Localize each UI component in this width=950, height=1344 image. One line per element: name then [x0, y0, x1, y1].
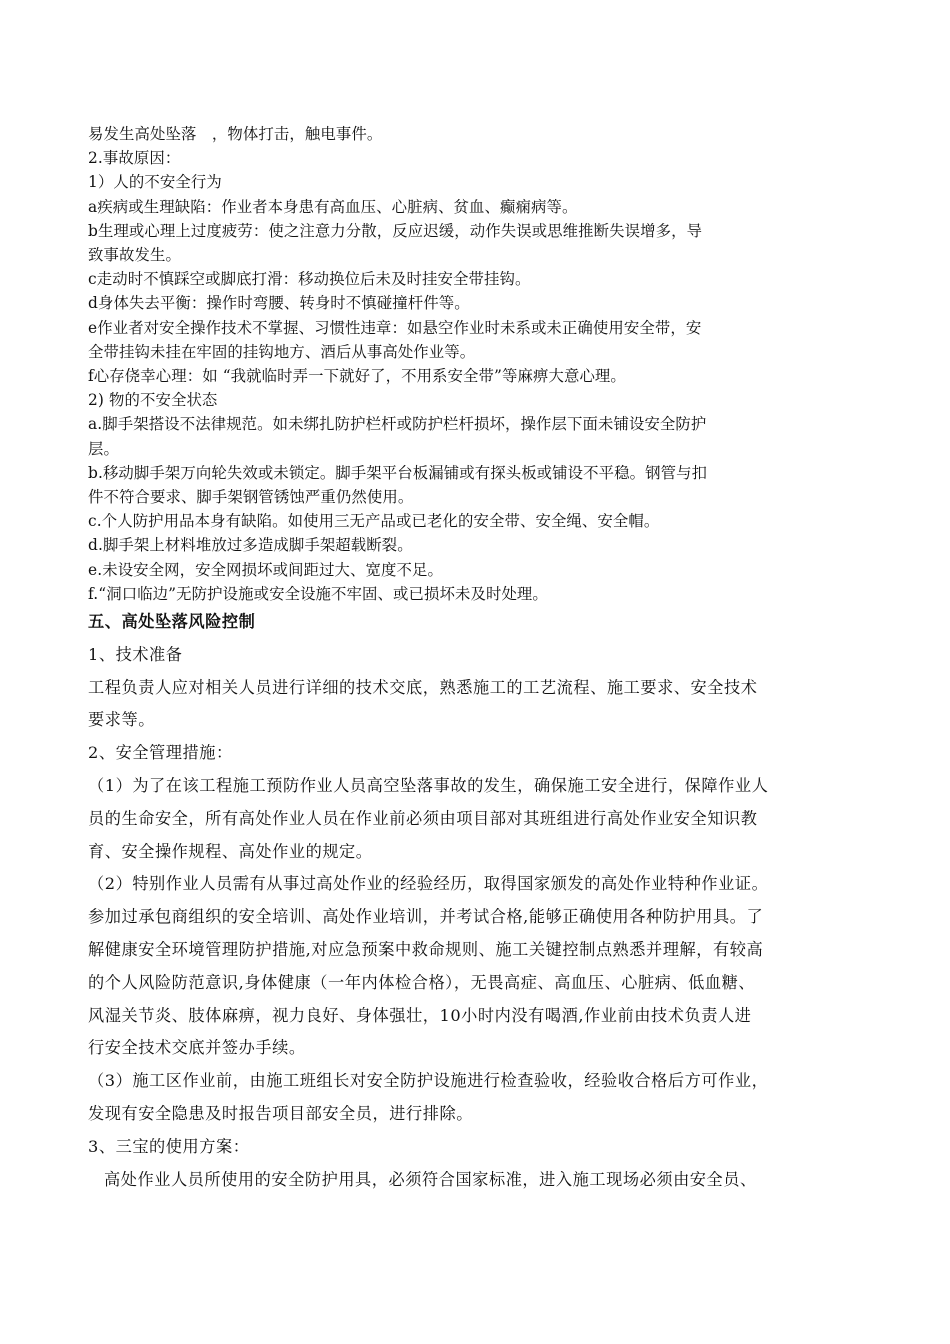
text-line: 解健康安全环境管理防护措施,对应急预案中救命规则、施工关键控制点熟悉并理解，有较高 — [88, 940, 764, 960]
text-line: 要求等。 — [88, 710, 155, 730]
document-page — [88, 122, 868, 1196]
text-line: 2) 物的不安全状态 — [88, 391, 218, 410]
text-line: 参加过承包商组织的安全培训、高处作业培训，并考试合格,能够正确使用各种防护用具。了 — [88, 907, 764, 927]
text-line: 致事故发生。 — [88, 246, 181, 265]
text-line: d身体失去平衡：操作时弯腰、转身时不慎碰撞杆件等。 — [88, 294, 470, 313]
text-line: a.脚手架搭设不法律规范。如未绑扎防护栏杆或防护栏杆损坏，操作层下面未铺设安全防护 — [88, 415, 707, 434]
text-line: 全带挂钩未挂在牢固的挂钩地方、酒后从事高处作业等。 — [88, 342, 476, 361]
text-line: 育、安全操作规程、高处作业的规定。 — [88, 841, 373, 861]
text-line: （1）为了在该工程施工预防作业人员高空坠落事故的发生，确保施工安全进行，保障作业人 — [88, 776, 769, 796]
text-line: d.脚手架上材料堆放过多造成脚手架超载断裂。 — [88, 536, 413, 555]
text-line: 行安全技术交底并签办手续。 — [88, 1038, 306, 1058]
text-line: （2）特别作业人员需有从事过高处作业的经验经历，取得国家颁发的高处作业特种作业证。 — [88, 874, 769, 894]
text-line: f.“洞口临边”无防护设施或安全设施不牢固、或已损坏未及时处理。 — [88, 584, 548, 603]
text-line: 高处作业人员所使用的安全防护用具，必须符合国家标准，进入施工现场必须由安全员、 — [104, 1169, 757, 1189]
text-line: 工程负责人应对相关人员进行详细的技术交底，熟悉施工的工艺流程、施工要求、安全技术 — [88, 677, 758, 697]
text-line: a疾病或生理缺陷：作业者本身患有高血压、心脏病、贫血、癫痫病等。 — [88, 197, 578, 216]
text-line: 易发生高处坠落 ，物体打击，触电事件。 — [88, 125, 383, 143]
text-line: c走动时不慎踩空或脚底打滑：移动换位后未及时挂安全带挂钩。 — [88, 270, 531, 289]
text-line: （3）施工区作业前，由施工班组长对安全防护设施进行检查验收，经验收合格后方可作业， — [88, 1071, 769, 1091]
text-line: b.移动脚手架万向轮失效或未锁定。脚手架平台板漏铺或有探头板或铺设不平稳。钢管与扣 — [88, 463, 708, 482]
text-line: 件不符合要求、脚手架钢管锈蚀严重仍然使用。 — [88, 488, 414, 507]
text-line: 风湿关节炎、肢体麻痹，视力良好、身体强壮，10小时内没有喝酒,作业前由技术负责人进 — [88, 1005, 752, 1025]
subsection-title: 2、安全管理措施： — [88, 743, 233, 763]
text-line: 发现有安全隐患及时报告项目部安全员，进行排除。 — [88, 1104, 473, 1124]
risk-control-section — [88, 639, 868, 1197]
subsection-title: 3、三宝的使用方案： — [88, 1136, 250, 1156]
section-heading: 五、高处坠落风险控制 — [88, 612, 256, 632]
text-line: f心存侥幸心理：如 “我就临时弄一下就好了，不用系安全带”等麻痹大意心理。 — [88, 367, 626, 386]
text-line: 层。 — [88, 439, 119, 458]
text-line: b生理或心理上过度疲劳：使之注意力分散，反应迟缓，动作失误或思维推断失误增多，导 — [88, 221, 703, 240]
text-line: 2.事故原因： — [88, 149, 181, 168]
accident-causes-section — [88, 122, 868, 606]
text-line: 员的生命安全，所有高处作业人员在作业前必须由项目部对其班组进行高处作业安全知识教 — [88, 808, 758, 828]
text-line: e.未设安全网，安全网损坏或间距过大、宽度不足。 — [88, 560, 443, 579]
text-line: c.个人防护用品本身有缺陷。如使用三无产品或已老化的安全带、安全绳、安全帽。 — [88, 512, 660, 531]
text-line: e作业者对安全操作技术不掌握、习惯性违章：如悬空作业时未系或未正确使用安全带，安 — [88, 318, 702, 337]
text-line: 1）人的不安全行为 — [88, 173, 222, 192]
subsection-title: 1、技术准备 — [88, 644, 183, 664]
text-line: 的个人风险防范意识,身体健康（一年内体检合格），无畏高症、高血压、心脏病、低血糖、 — [88, 972, 756, 992]
